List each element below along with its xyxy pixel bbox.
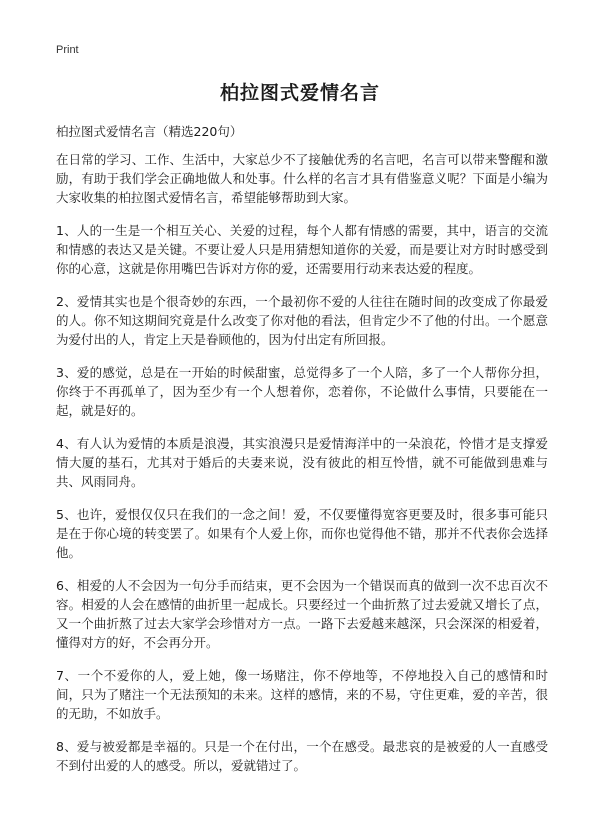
quote-paragraph-3: 3、爱的感觉，总是在一开始的时候甜蜜，总觉得多了一个人陪，多了一个人帮你分担，你终于不再孤单了，因为至少有一个人想着你，恋着你，不论做什么事情，只要能在一起，就是好的。 [56,365,548,418]
quote-paragraph-6: 6、相爱的人不会因为一句分手而结束，更不会因为一个错误而真的做到一次不忠百次不容。相爱的人会在感情的曲折里一起成长。只要经过一个曲折熬了过去爱就又增长了点，又一个曲折熬了过去大家学会珍惜对方一点。一路下去爱越来越深，只会深深的相爱着，懂得对方的好，不会再分开。 [56,578,548,650]
quote-paragraph-8: 8、爱与被爱都是幸福的。只是一个在付出，一个在感受。最悲哀的是被爱的人一直感受不到付出爱的人的感受。所以，爱就错过了。 [56,739,548,773]
quote-paragraph-4: 4、有人认为爱情的本质是浪漫，其实浪漫只是爱情海洋中的一朵浪花，怜惜才是支撑爱情大厦的基石，尤其对于婚后的夫妻来说，没有彼此的相互怜惜，就不可能做到患难与共、风雨同舟。 [56,436,548,489]
quote-paragraph-7: 7、一个不爱你的人，爱上她，像一场赌注，你不停地等，不停地投入自己的感情和时间，只为了赌注一个无法预知的未来。这样的感情，来的不易，守住更难，爱的辛苦，很的无助，不如放手。 [56,668,548,721]
quote-paragraph-2: 2、爱情其实也是个很奇妙的东西，一个最初你不爱的人往往在随时间的改变成了你最爱的人。你不知这期间究竟是什么改变了你对他的看法，但肯定少不了他的付出。一个愿意为爱付出的人，肯定上天是眷顾他的，因为付出定有所回报。 [56,294,548,347]
document-subtitle: 柏拉图式爱情名言（精选220句） [56,124,243,139]
document-title: 柏拉图式爱情名言 [219,82,380,104]
document-body [56,150,548,789]
quote-paragraph-5: 5、也许，爱恨仅仅只在我们的一念之间！爱，不仅要懂得宽容更要及时，很多事可能只是在于你心境的转变罢了。如果有个人爱上你，而你也觉得他不错，那并不代表你会选择他。 [56,507,548,560]
quote-paragraph-1: 1、人的一生是一个相互关心、关爱的过程，每个人都有情感的需要，其中，语言的交流和情感的表达又是关键。不要让爱人只是用猜想知道你的关爱，而是要让对方时时感受到你的心意，这就是你用嘴巴告诉对方你的爱，还需要用行动来表达爱的程度。 [56,223,548,276]
print-label[interactable]: Print [56,44,79,56]
intro-paragraph: 在日常的学习、工作、生活中，大家总少不了接触优秀的名言吧，名言可以带来警醒和激励，有助于我们学会正确地做人和处事。什么样的名言才具有借鉴意义呢？下面是小编为大家收集的柏拉图式爱情名言，希望能够帮助到大家。 [56,152,548,205]
